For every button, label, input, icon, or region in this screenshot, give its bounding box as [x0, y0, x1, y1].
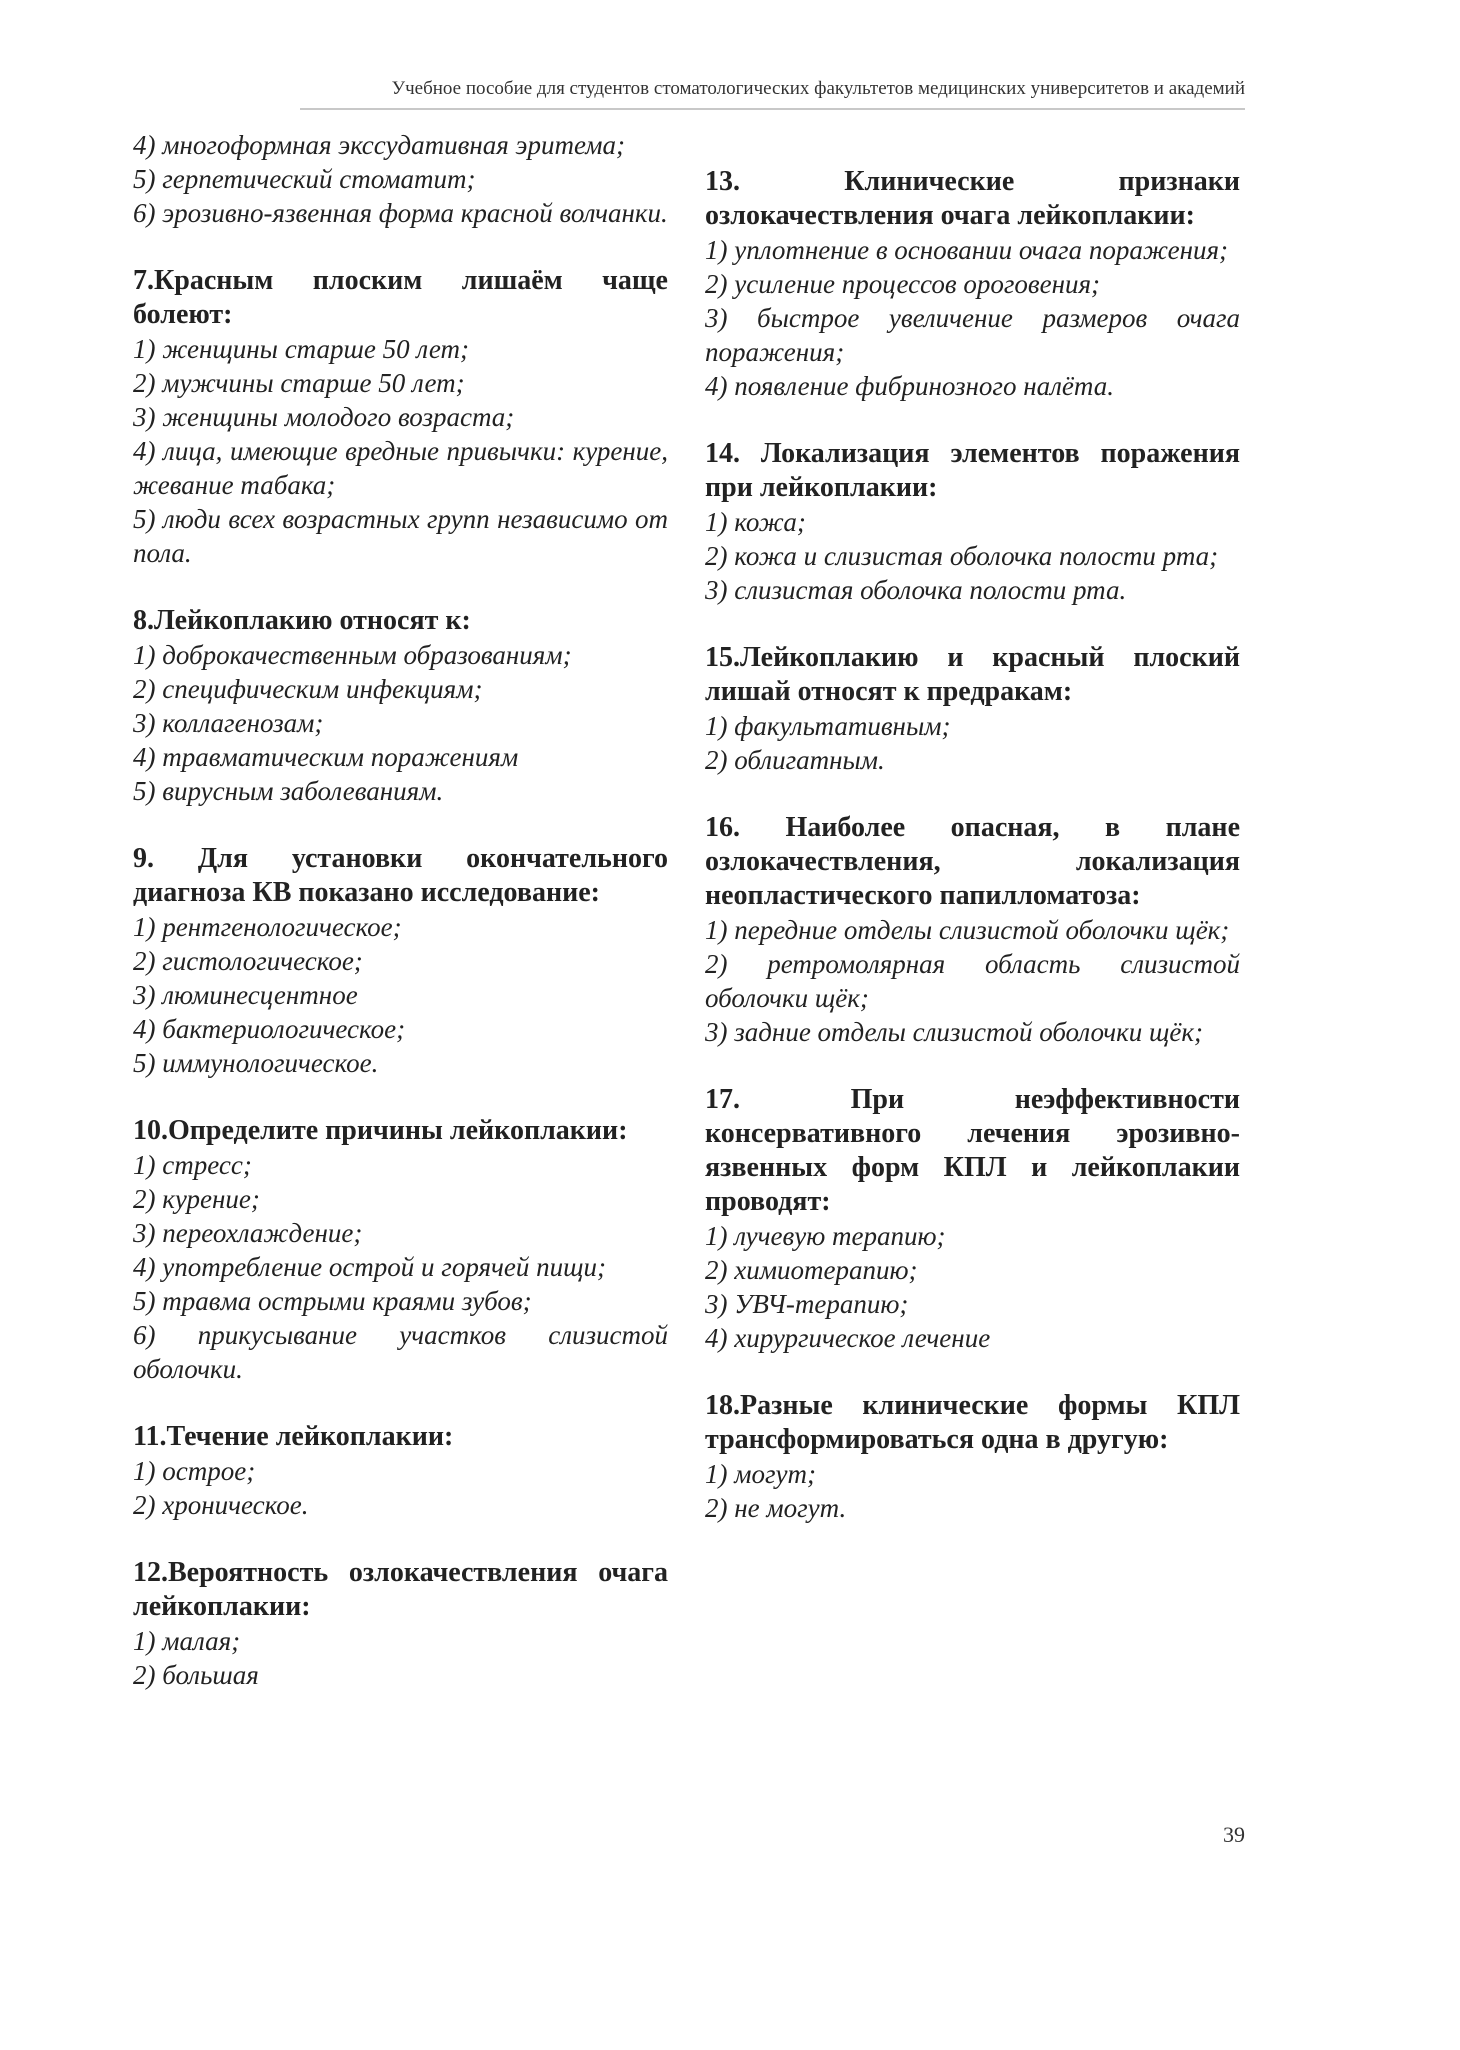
answer-option: 3) быстрое увеличение размеров очага поражения; [705, 303, 1240, 367]
question-18 [705, 1389, 1240, 1525]
answer-option: 4) лица, имеющие вредные привычки: курение, жевание табака; [133, 436, 668, 500]
answer-option: 1) доброкачественным образованиям; [133, 640, 572, 670]
question-title: 16. Наиболее опасная, в плане озлокачествления, локализация неопластического папилломатоза: [705, 812, 1240, 911]
answer-option: 2) специфическим инфекциям; [133, 674, 483, 704]
answer-option: 2) курение; [133, 1184, 260, 1214]
answer-option: 2) облигатным. [705, 745, 885, 775]
answer-option: 1) женщины старше 50 лет; [133, 334, 469, 364]
answer-option: 3) женщины молодого возраста; [133, 402, 515, 432]
left-column [133, 128, 668, 1726]
question-7 [133, 264, 668, 570]
answer-option: 2) мужчины старше 50 лет; [133, 368, 465, 398]
answer-option: 4) хирургическое лечение [705, 1323, 991, 1353]
answer-option: 1) стресс; [133, 1150, 252, 1180]
answer-option: 2) хроническое. [133, 1490, 309, 1520]
question-16 [705, 811, 1240, 1049]
answer-option: 1) малая; [133, 1626, 241, 1656]
answer-option: 3) люминесцентное [133, 980, 358, 1010]
answer-option: 4) употребление острой и горячей пищи; [133, 1252, 607, 1282]
question-title: 18.Разные клинические формы КПЛ трансформироваться одна в другую: [705, 1390, 1240, 1455]
question-title: 10.Определите причины лейкоплакии: [133, 1115, 628, 1146]
question-15 [705, 641, 1240, 777]
answer-option: 1) лучевую терапию; [705, 1221, 946, 1251]
answer-option: 2) не могут. [705, 1493, 847, 1523]
page-number: 39 [1223, 1822, 1245, 1847]
question-title: 9. Для установки окончательного диагноза КВ показано исследование: [133, 843, 668, 908]
answer-option: 4) травматическим поражениям [133, 742, 519, 772]
answer-option: 1) могут; [705, 1459, 816, 1489]
answer-option: 2) кожа и слизистая оболочка полости рта; [705, 541, 1219, 571]
question-title: 8.Лейкоплакию относят к: [133, 605, 471, 636]
answer-option: 6) прикусывание участков слизистой оболочки. [133, 1320, 668, 1384]
answer-option: 2) большая [133, 1660, 259, 1690]
answer-option: 3) переохлаждение; [133, 1218, 363, 1248]
question-10 [133, 1114, 668, 1386]
answer-option: 2) гистологическое; [133, 946, 363, 976]
question-title: 14. Локализация элементов поражения при лейкоплакии: [705, 438, 1240, 503]
question-title: 12.Вероятность озлокачествления очага лейкоплакии: [133, 1557, 668, 1622]
answer-option: 5) люди всех возрастных групп независимо от пола. [133, 504, 668, 568]
question-11 [133, 1420, 668, 1522]
question-9 [133, 842, 668, 1080]
answer-option: 1) передние отделы слизистой оболочки щёк; [705, 915, 1230, 945]
answer-option: 3) слизистая оболочка полости рта. [705, 575, 1127, 605]
answer-option: 3) задние отделы слизистой оболочки щёк; [705, 1017, 1204, 1047]
answer-option: 2) усиление процессов ороговения; [705, 269, 1101, 299]
running-header: Учебное пособие для студентов стоматологических факультетов медицинских университетов и академий [391, 78, 1245, 99]
question-12 [133, 1556, 668, 1692]
answer-option: 1) кожа; [705, 507, 806, 537]
answer-option: 1) острое; [133, 1456, 256, 1486]
answer-option: 1) рентгенологическое; [133, 912, 402, 942]
right-column [705, 165, 1240, 1559]
answer-option: 2) ретромолярная область слизистой оболочки щёк; [705, 949, 1240, 1013]
answer-option: 3) УВЧ-терапию; [705, 1289, 909, 1319]
answer-option: 1) уплотнение в основании очага поражения; [705, 235, 1229, 265]
continued-answer-list [133, 128, 668, 230]
answer-option: 5) иммунологическое. [133, 1048, 379, 1078]
answer-option: 6) эрозивно-язвенная форма красной волчанки. [133, 198, 668, 228]
answer-option: 4) появление фибринозного налёта. [705, 371, 1114, 401]
question-17 [705, 1083, 1240, 1355]
answer-option: 3) коллагенозам; [133, 708, 324, 738]
answer-option: 2) химиотерапию; [705, 1255, 918, 1285]
question-title: 17. При неэффективности консервативного лечения эрозивно-язвенных форм КПЛ и лейкоплакии проводят: [705, 1084, 1240, 1217]
answer-option: 4) бактериологическое; [133, 1014, 406, 1044]
question-14 [705, 437, 1240, 607]
question-title: 15.Лейкоплакию и красный плоский лишай относят к предракам: [705, 642, 1240, 707]
question-title: 11.Течение лейкоплакии: [133, 1421, 454, 1452]
answer-option: 4) многоформная экссудативная эритема; [133, 130, 625, 160]
answer-option: 1) факультативным; [705, 711, 951, 741]
question-title: 13. Клинические признаки озлокачествления очага лейкоплакии: [705, 166, 1240, 231]
header-divider [300, 108, 1245, 110]
answer-option: 5) герпетический стоматит; [133, 164, 476, 194]
question-title: 7.Красным плоским лишаём чаще болеют: [133, 265, 668, 330]
question-8 [133, 604, 668, 808]
answer-option: 5) вирусным заболеваниям. [133, 776, 444, 806]
question-13 [705, 165, 1240, 403]
answer-option: 5) травма острыми краями зубов; [133, 1286, 532, 1316]
